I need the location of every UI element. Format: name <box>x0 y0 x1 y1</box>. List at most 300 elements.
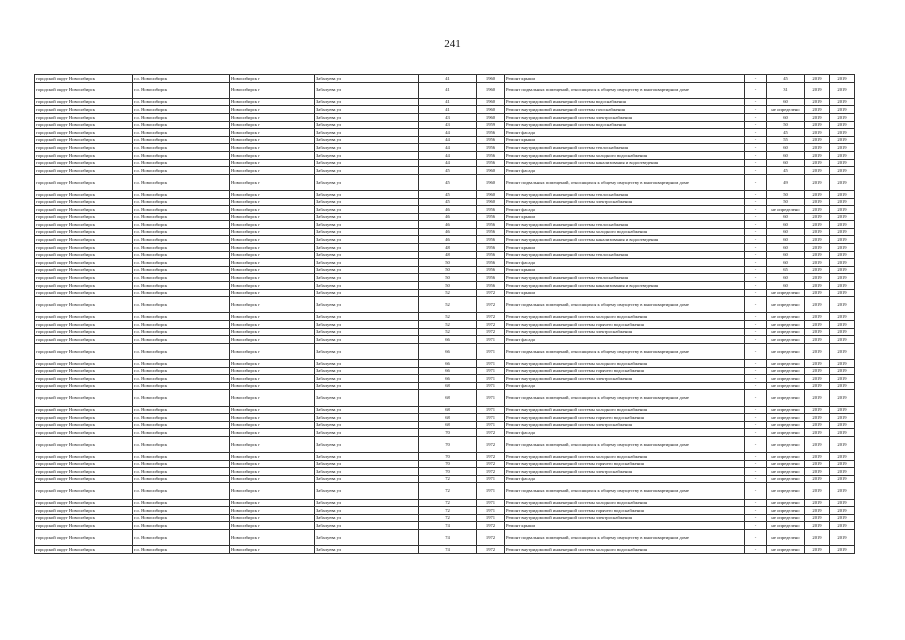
work-type-cell: Ремонт внутридомовой инженерной системы горячего водоснабжения <box>505 460 745 468</box>
dash-cell: - <box>745 266 767 274</box>
municipality-cell: городской округ Новосибирск <box>35 367 133 375</box>
city-cell: Новосибирск г <box>230 429 315 437</box>
municipality-cell: городской округ Новосибирск <box>35 507 133 515</box>
wear-cell: 60 <box>767 113 805 121</box>
house-cell: 68 <box>419 421 477 429</box>
city-cell: Новосибирск г <box>230 328 315 336</box>
plan-year-end-cell: 2019 <box>830 75 855 83</box>
year-built-cell: 1956 <box>477 251 505 259</box>
work-type-cell: Ремонт внутридомовой инженерной системы горячего водоснабжения <box>505 507 745 515</box>
year-built-cell: 1972 <box>477 546 505 554</box>
wear-cell: не определено <box>767 530 805 546</box>
year-built-cell: 1960 <box>477 190 505 198</box>
plan-year-start-cell: 2019 <box>805 75 830 83</box>
table-row <box>35 221 855 229</box>
district-cell: г.о. Новосибирск <box>133 429 230 437</box>
dash-cell: - <box>745 421 767 429</box>
table-row <box>35 313 855 321</box>
plan-year-start-cell: 2019 <box>805 390 830 406</box>
house-cell: 44 <box>419 129 477 137</box>
house-cell: 72 <box>419 483 477 499</box>
plan-year-end-cell: 2019 <box>830 289 855 297</box>
plan-year-start-cell: 2019 <box>805 136 830 144</box>
plan-year-start-cell: 2019 <box>805 213 830 221</box>
dash-cell: - <box>745 382 767 390</box>
plan-year-start-cell: 2019 <box>805 336 830 344</box>
dash-cell: - <box>745 159 767 167</box>
district-cell: г.о. Новосибирск <box>133 514 230 522</box>
plan-year-end-cell: 2019 <box>830 321 855 329</box>
table-row <box>35 174 855 190</box>
table-row <box>35 367 855 375</box>
table-row <box>35 453 855 461</box>
dash-cell: - <box>745 367 767 375</box>
district-cell: г.о. Новосибирск <box>133 144 230 152</box>
work-type-cell: Ремонт подвальных помещений, относящихся к общему имуществу в многоквартирном доме <box>505 436 745 452</box>
plan-year-end-cell: 2019 <box>830 382 855 390</box>
house-cell: 48 <box>419 244 477 252</box>
work-type-cell: Ремонт фасада <box>505 336 745 344</box>
street-cell: Забалуева ул <box>315 106 419 114</box>
plan-year-end-cell: 2019 <box>830 198 855 206</box>
wear-cell: 60 <box>767 228 805 236</box>
house-cell: 66 <box>419 343 477 359</box>
wear-cell: не определено <box>767 359 805 367</box>
district-cell: г.о. Новосибирск <box>133 151 230 159</box>
wear-cell: не определено <box>767 328 805 336</box>
table-row <box>35 390 855 406</box>
house-cell: 52 <box>419 321 477 329</box>
municipality-cell: городской округ Новосибирск <box>35 468 133 476</box>
year-built-cell: 1971 <box>477 390 505 406</box>
table-row <box>35 522 855 530</box>
dash-cell: - <box>745 289 767 297</box>
city-cell: Новосибирск г <box>230 546 315 554</box>
work-type-cell: Ремонт внутридомовой инженерной системы холодного водоснабжения <box>505 453 745 461</box>
municipality-cell: городской округ Новосибирск <box>35 221 133 229</box>
year-built-cell: 1960 <box>477 106 505 114</box>
work-type-cell: Ремонт внутридомовой инженерной системы теплоснабжения <box>505 274 745 282</box>
street-cell: Забалуева ул <box>315 328 419 336</box>
work-type-cell: Ремонт подвальных помещений, относящихся к общему имуществу в многоквартирном доме <box>505 343 745 359</box>
house-cell: 74 <box>419 546 477 554</box>
table-row <box>35 82 855 98</box>
municipality-cell: городской округ Новосибирск <box>35 98 133 106</box>
work-type-cell: Ремонт подвальных помещений, относящихся к общему имуществу в многоквартирном доме <box>505 82 745 98</box>
municipality-cell: городской округ Новосибирск <box>35 244 133 252</box>
dash-cell: - <box>745 113 767 121</box>
wear-cell: 60 <box>767 236 805 244</box>
plan-year-end-cell: 2019 <box>830 483 855 499</box>
municipality-cell: городской округ Новосибирск <box>35 297 133 313</box>
work-type-cell: Ремонт внутридомовой инженерной системы горячего водоснабжения <box>505 367 745 375</box>
plan-year-start-cell: 2019 <box>805 522 830 530</box>
work-type-cell: Ремонт внутридомовой инженерной системы теплоснабжения <box>505 190 745 198</box>
year-built-cell: 1956 <box>477 213 505 221</box>
wear-cell: 60 <box>767 159 805 167</box>
table-row <box>35 113 855 121</box>
city-cell: Новосибирск г <box>230 129 315 137</box>
work-type-cell: Ремонт внутридомовой инженерной системы горячего водоснабжения <box>505 321 745 329</box>
municipality-cell: городской округ Новосибирск <box>35 483 133 499</box>
dash-cell: - <box>745 475 767 483</box>
wear-cell: не определено <box>767 406 805 414</box>
street-cell: Забалуева ул <box>315 236 419 244</box>
house-cell: 68 <box>419 406 477 414</box>
year-built-cell: 1971 <box>477 382 505 390</box>
dash-cell: - <box>745 198 767 206</box>
dash-cell: - <box>745 106 767 114</box>
plan-year-end-cell: 2019 <box>830 429 855 437</box>
plan-year-start-cell: 2019 <box>805 514 830 522</box>
dash-cell: - <box>745 282 767 290</box>
work-type-cell: Ремонт подвальных помещений, относящихся к общему имуществу в многоквартирном доме <box>505 530 745 546</box>
street-cell: Забалуева ул <box>315 82 419 98</box>
house-cell: 52 <box>419 328 477 336</box>
city-cell: Новосибирск г <box>230 213 315 221</box>
house-cell: 72 <box>419 507 477 515</box>
house-cell: 46 <box>419 206 477 214</box>
house-cell: 45 <box>419 167 477 175</box>
house-cell: 70 <box>419 429 477 437</box>
year-built-cell: 1956 <box>477 206 505 214</box>
plan-year-start-cell: 2019 <box>805 190 830 198</box>
year-built-cell: 1972 <box>477 289 505 297</box>
plan-year-end-cell: 2019 <box>830 266 855 274</box>
house-cell: 44 <box>419 159 477 167</box>
table-row <box>35 460 855 468</box>
district-cell: г.о. Новосибирск <box>133 190 230 198</box>
dash-cell: - <box>745 414 767 422</box>
dash-cell: - <box>745 144 767 152</box>
year-built-cell: 1972 <box>477 321 505 329</box>
city-cell: Новосибирск г <box>230 343 315 359</box>
plan-year-end-cell: 2019 <box>830 313 855 321</box>
plan-year-end-cell: 2019 <box>830 414 855 422</box>
district-cell: г.о. Новосибирск <box>133 499 230 507</box>
table-row <box>35 382 855 390</box>
city-cell: Новосибирск г <box>230 159 315 167</box>
municipality-cell: городской округ Новосибирск <box>35 343 133 359</box>
wear-cell: не определено <box>767 206 805 214</box>
plan-year-start-cell: 2019 <box>805 406 830 414</box>
district-cell: г.о. Новосибирск <box>133 136 230 144</box>
wear-cell: 60 <box>767 259 805 267</box>
plan-year-start-cell: 2019 <box>805 274 830 282</box>
wear-cell: не определено <box>767 475 805 483</box>
district-cell: г.о. Новосибирск <box>133 468 230 476</box>
wear-cell: не определено <box>767 313 805 321</box>
dash-cell: - <box>745 429 767 437</box>
year-built-cell: 1972 <box>477 530 505 546</box>
street-cell: Забалуева ул <box>315 75 419 83</box>
house-cell: 66 <box>419 367 477 375</box>
district-cell: г.о. Новосибирск <box>133 206 230 214</box>
wear-cell: 45 <box>767 129 805 137</box>
street-cell: Забалуева ул <box>315 129 419 137</box>
municipality-cell: городской округ Новосибирск <box>35 198 133 206</box>
plan-year-end-cell: 2019 <box>830 507 855 515</box>
table-row <box>35 343 855 359</box>
municipality-cell: городской округ Новосибирск <box>35 190 133 198</box>
city-cell: Новосибирск г <box>230 336 315 344</box>
table-row <box>35 228 855 236</box>
municipality-cell: городской округ Новосибирск <box>35 321 133 329</box>
year-built-cell: 1971 <box>477 336 505 344</box>
wear-cell: 60 <box>767 98 805 106</box>
house-cell: 41 <box>419 106 477 114</box>
house-cell: 44 <box>419 136 477 144</box>
plan-year-end-cell: 2019 <box>830 375 855 383</box>
plan-year-end-cell: 2019 <box>830 213 855 221</box>
year-built-cell: 1972 <box>477 436 505 452</box>
year-built-cell: 1971 <box>477 514 505 522</box>
plan-year-end-cell: 2019 <box>830 468 855 476</box>
street-cell: Забалуева ул <box>315 475 419 483</box>
work-type-cell: Ремонт внутридомовой инженерной системы теплоснабжения <box>505 221 745 229</box>
district-cell: г.о. Новосибирск <box>133 213 230 221</box>
street-cell: Забалуева ул <box>315 266 419 274</box>
plan-year-start-cell: 2019 <box>805 151 830 159</box>
street-cell: Забалуева ул <box>315 259 419 267</box>
plan-year-start-cell: 2019 <box>805 375 830 383</box>
plan-year-start-cell: 2019 <box>805 429 830 437</box>
house-cell: 41 <box>419 98 477 106</box>
dash-cell: - <box>745 174 767 190</box>
street-cell: Забалуева ул <box>315 98 419 106</box>
dash-cell: - <box>745 167 767 175</box>
municipality-cell: городской округ Новосибирск <box>35 121 133 129</box>
municipality-cell: городской округ Новосибирск <box>35 274 133 282</box>
work-type-cell: Ремонт фасада <box>505 206 745 214</box>
wear-cell: не определено <box>767 483 805 499</box>
plan-year-start-cell: 2019 <box>805 313 830 321</box>
house-cell: 41 <box>419 75 477 83</box>
dash-cell: - <box>745 75 767 83</box>
city-cell: Новосибирск г <box>230 460 315 468</box>
plan-year-start-cell: 2019 <box>805 228 830 236</box>
dash-cell: - <box>745 514 767 522</box>
municipality-cell: городской округ Новосибирск <box>35 251 133 259</box>
city-cell: Новосибирск г <box>230 206 315 214</box>
plan-year-end-cell: 2019 <box>830 546 855 554</box>
district-cell: г.о. Новосибирск <box>133 106 230 114</box>
city-cell: Новосибирск г <box>230 113 315 121</box>
dash-cell: - <box>745 274 767 282</box>
plan-year-end-cell: 2019 <box>830 228 855 236</box>
plan-year-start-cell: 2019 <box>805 436 830 452</box>
city-cell: Новосибирск г <box>230 499 315 507</box>
plan-year-start-cell: 2019 <box>805 382 830 390</box>
year-built-cell: 1972 <box>477 468 505 476</box>
house-cell: 46 <box>419 228 477 236</box>
municipality-cell: городской округ Новосибирск <box>35 382 133 390</box>
table-row <box>35 546 855 554</box>
table-body <box>35 75 855 554</box>
plan-year-end-cell: 2019 <box>830 297 855 313</box>
city-cell: Новосибирск г <box>230 313 315 321</box>
table-row <box>35 421 855 429</box>
municipality-cell: городской округ Новосибирск <box>35 136 133 144</box>
district-cell: г.о. Новосибирск <box>133 453 230 461</box>
plan-year-start-cell: 2019 <box>805 98 830 106</box>
year-built-cell: 1971 <box>477 421 505 429</box>
street-cell: Забалуева ул <box>315 289 419 297</box>
municipality-cell: городской округ Новосибирск <box>35 113 133 121</box>
plan-year-start-cell: 2019 <box>805 289 830 297</box>
work-type-cell: Ремонт внутридомовой инженерной системы электроснабжения <box>505 198 745 206</box>
wear-cell: 50 <box>767 198 805 206</box>
year-built-cell: 1971 <box>477 475 505 483</box>
dash-cell: - <box>745 297 767 313</box>
work-type-cell: Ремонт внутридомовой инженерной системы электроснабжения <box>505 468 745 476</box>
plan-year-end-cell: 2019 <box>830 259 855 267</box>
wear-cell: 60 <box>767 213 805 221</box>
wear-cell: не определено <box>767 297 805 313</box>
plan-year-start-cell: 2019 <box>805 546 830 554</box>
district-cell: г.о. Новосибирск <box>133 375 230 383</box>
district-cell: г.о. Новосибирск <box>133 274 230 282</box>
year-built-cell: 1960 <box>477 82 505 98</box>
street-cell: Забалуева ул <box>315 151 419 159</box>
district-cell: г.о. Новосибирск <box>133 522 230 530</box>
district-cell: г.о. Новосибирск <box>133 259 230 267</box>
work-type-cell: Ремонт внутридомовой инженерной системы холодного водоснабжения <box>505 313 745 321</box>
work-type-cell: Ремонт подвальных помещений, относящихся к общему имуществу в многоквартирном доме <box>505 297 745 313</box>
wear-cell: не определено <box>767 499 805 507</box>
municipality-cell: городской округ Новосибирск <box>35 151 133 159</box>
city-cell: Новосибирск г <box>230 390 315 406</box>
work-type-cell: Ремонт внутридомовой инженерной системы холодного водоснабжения <box>505 228 745 236</box>
plan-year-end-cell: 2019 <box>830 343 855 359</box>
work-type-cell: Ремонт внутридомовой инженерной системы канализования и водоотведения <box>505 236 745 244</box>
house-cell: 52 <box>419 297 477 313</box>
municipality-cell: городской округ Новосибирск <box>35 167 133 175</box>
city-cell: Новосибирск г <box>230 121 315 129</box>
dash-cell: - <box>745 328 767 336</box>
plan-year-start-cell: 2019 <box>805 266 830 274</box>
year-built-cell: 1971 <box>477 343 505 359</box>
table-row <box>35 359 855 367</box>
dash-cell: - <box>745 136 767 144</box>
plan-year-start-cell: 2019 <box>805 236 830 244</box>
city-cell: Новосибирск г <box>230 522 315 530</box>
house-cell: 72 <box>419 475 477 483</box>
year-built-cell: 1971 <box>477 375 505 383</box>
street-cell: Забалуева ул <box>315 468 419 476</box>
wear-cell: не определено <box>767 460 805 468</box>
street-cell: Забалуева ул <box>315 251 419 259</box>
plan-year-start-cell: 2019 <box>805 129 830 137</box>
work-type-cell: Ремонт внутридомовой инженерной системы водоснабжения <box>505 121 745 129</box>
municipality-cell: городской округ Новосибирск <box>35 259 133 267</box>
wear-cell: не определено <box>767 336 805 344</box>
table-row <box>35 136 855 144</box>
plan-year-end-cell: 2019 <box>830 530 855 546</box>
table-row <box>35 336 855 344</box>
wear-cell: не определено <box>767 367 805 375</box>
municipality-cell: городской округ Новосибирск <box>35 460 133 468</box>
dash-cell: - <box>745 359 767 367</box>
house-cell: 70 <box>419 453 477 461</box>
table-row <box>35 321 855 329</box>
municipality-cell: городской округ Новосибирск <box>35 206 133 214</box>
street-cell: Забалуева ул <box>315 206 419 214</box>
year-built-cell: 1956 <box>477 259 505 267</box>
municipality-cell: городской округ Новосибирск <box>35 106 133 114</box>
table-row <box>35 507 855 515</box>
wear-cell: не определено <box>767 382 805 390</box>
street-cell: Забалуева ул <box>315 499 419 507</box>
district-cell: г.о. Новосибирск <box>133 297 230 313</box>
house-cell: 46 <box>419 213 477 221</box>
wear-cell: не определено <box>767 375 805 383</box>
plan-year-start-cell: 2019 <box>805 174 830 190</box>
dash-cell: - <box>745 522 767 530</box>
wear-cell: 60 <box>767 274 805 282</box>
district-cell: г.о. Новосибирск <box>133 483 230 499</box>
street-cell: Забалуева ул <box>315 213 419 221</box>
street-cell: Забалуева ул <box>315 453 419 461</box>
plan-year-start-cell: 2019 <box>805 468 830 476</box>
district-cell: г.о. Новосибирск <box>133 414 230 422</box>
plan-year-end-cell: 2019 <box>830 136 855 144</box>
house-cell: 41 <box>419 82 477 98</box>
work-type-cell: Ремонт внутридомовой инженерной системы холодного водоснабжения <box>505 546 745 554</box>
city-cell: Новосибирск г <box>230 514 315 522</box>
house-cell: 66 <box>419 336 477 344</box>
year-built-cell: 1972 <box>477 328 505 336</box>
dash-cell: - <box>745 530 767 546</box>
plan-year-end-cell: 2019 <box>830 421 855 429</box>
plan-year-end-cell: 2019 <box>830 436 855 452</box>
street-cell: Забалуева ул <box>315 113 419 121</box>
dash-cell: - <box>745 129 767 137</box>
district-cell: г.о. Новосибирск <box>133 75 230 83</box>
dash-cell: - <box>745 468 767 476</box>
district-cell: г.о. Новосибирск <box>133 359 230 367</box>
street-cell: Забалуева ул <box>315 414 419 422</box>
municipality-cell: городской округ Новосибирск <box>35 436 133 452</box>
district-cell: г.о. Новосибирск <box>133 406 230 414</box>
work-type-cell: Ремонт подвальных помещений, относящихся к общему имуществу в многоквартирном доме <box>505 390 745 406</box>
city-cell: Новосибирск г <box>230 406 315 414</box>
street-cell: Забалуева ул <box>315 121 419 129</box>
dash-cell: - <box>745 82 767 98</box>
wear-cell: не определено <box>767 421 805 429</box>
house-cell: 72 <box>419 514 477 522</box>
plan-year-end-cell: 2019 <box>830 144 855 152</box>
year-built-cell: 1960 <box>477 75 505 83</box>
municipality-cell: городской округ Новосибирск <box>35 289 133 297</box>
wear-cell: 65 <box>767 266 805 274</box>
city-cell: Новосибирск г <box>230 321 315 329</box>
house-cell: 45 <box>419 198 477 206</box>
plan-year-start-cell: 2019 <box>805 167 830 175</box>
table-row <box>35 429 855 437</box>
municipality-cell: городской округ Новосибирск <box>35 144 133 152</box>
city-cell: Новосибирск г <box>230 375 315 383</box>
wear-cell: не определено <box>767 522 805 530</box>
house-cell: 74 <box>419 530 477 546</box>
district-cell: г.о. Новосибирск <box>133 221 230 229</box>
district-cell: г.о. Новосибирск <box>133 530 230 546</box>
plan-year-end-cell: 2019 <box>830 106 855 114</box>
district-cell: г.о. Новосибирск <box>133 159 230 167</box>
house-cell: 50 <box>419 266 477 274</box>
street-cell: Забалуева ул <box>315 336 419 344</box>
municipality-cell: городской округ Новосибирск <box>35 453 133 461</box>
